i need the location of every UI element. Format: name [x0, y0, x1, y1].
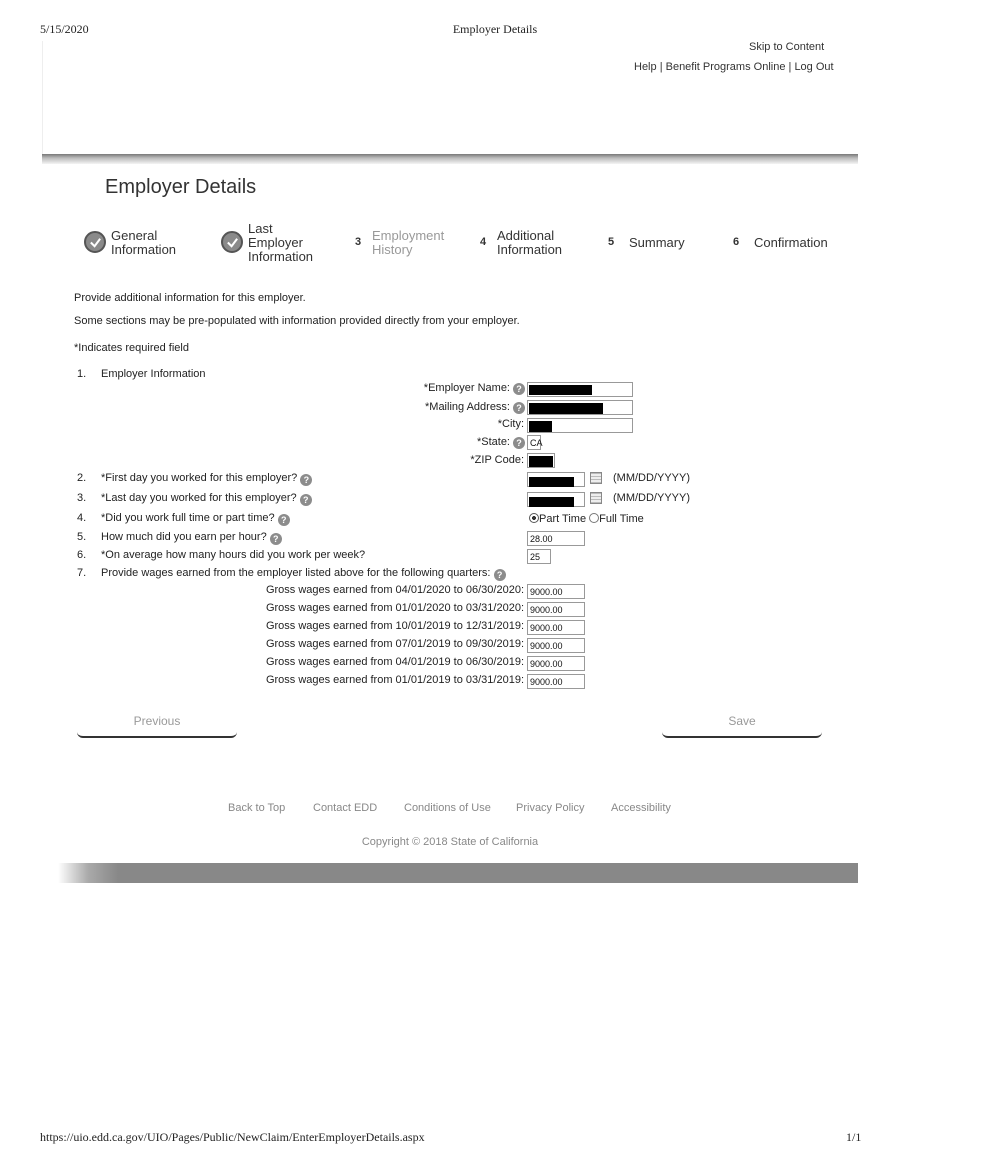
wage-row-label: Gross wages earned from 04/01/2019 to 06/30/2019: — [265, 656, 524, 668]
help-icon[interactable]: ? — [494, 569, 506, 581]
benefit-programs-link[interactable]: Benefit Programs Online — [665, 61, 786, 73]
wage-input[interactable]: 9000.00 — [527, 674, 585, 689]
hourly-pay-input[interactable]: 28.00 — [527, 531, 585, 546]
step-number: 4 — [480, 236, 487, 248]
full-time-label: Full Time — [599, 513, 644, 525]
calendar-icon[interactable] — [590, 472, 602, 484]
last-day-label: *Last day you worked for this employer? ? — [101, 492, 312, 506]
question-number: 1. — [77, 368, 87, 380]
wage-row-label: Gross wages earned from 10/01/2019 to 12/31/2019: — [265, 620, 524, 632]
page-title: Employer Details — [105, 176, 257, 198]
help-icon[interactable]: ? — [513, 383, 525, 395]
first-day-input[interactable] — [527, 472, 585, 487]
step-number: 3 — [355, 236, 362, 248]
help-icon[interactable]: ? — [278, 514, 290, 526]
skip-to-content-link[interactable]: Skip to Content — [749, 41, 825, 53]
state-input[interactable]: CA — [527, 435, 541, 450]
help-icon[interactable]: ? — [513, 437, 525, 449]
step-general-information: General Information — [111, 228, 177, 257]
hours-per-week-input[interactable]: 25 — [527, 549, 551, 564]
city-label: *City: — [497, 418, 524, 430]
question-number: 3. — [77, 492, 87, 504]
print-date: 5/15/2020 — [40, 22, 89, 36]
calendar-icon[interactable] — [590, 492, 602, 504]
employer-name-label: *Employer Name: — [423, 382, 510, 394]
help-icon[interactable]: ? — [300, 474, 312, 486]
wage-row-label: Gross wages earned from 01/01/2020 to 03/31/2020: — [265, 602, 524, 614]
separator: | — [788, 61, 792, 73]
work-time-options — [529, 513, 644, 525]
print-page-number: 1/1 — [846, 1130, 862, 1144]
wage-input[interactable]: 9000.00 — [527, 584, 585, 599]
wage-input[interactable]: 9000.00 — [527, 620, 585, 635]
wage-input[interactable]: 9000.00 — [527, 656, 585, 671]
first-day-label: *First day you worked for this employer? ? — [101, 472, 312, 486]
zip-label: *ZIP Code: — [470, 454, 524, 466]
copyright: Copyright © 2018 State of California — [361, 836, 539, 848]
full-time-radio[interactable] — [589, 513, 599, 523]
zip-input[interactable] — [527, 453, 555, 468]
step-number: 5 — [608, 236, 615, 248]
wage-row-label: Gross wages earned from 01/01/2019 to 03/31/2019: — [265, 674, 524, 686]
wage-row-label: Gross wages earned from 04/01/2020 to 06/30/2020: — [265, 584, 524, 596]
step-last-employer-information: Last Employer Information — [248, 221, 314, 264]
question-number: 7. — [77, 567, 87, 579]
privacy-policy-link[interactable]: Privacy Policy — [516, 802, 585, 814]
work-time-label: *Did you work full time or part time? ? — [101, 512, 290, 526]
mailing-address-input[interactable] — [527, 400, 633, 415]
date-format-hint: (MM/DD/YYYY) — [613, 492, 690, 504]
question-number: 4. — [77, 512, 87, 524]
hourly-pay-label: How much did you earn per hour? ? — [101, 531, 282, 545]
step-additional-information: Additional Information — [497, 228, 563, 257]
site-header — [42, 41, 859, 155]
step-employment-history: Employment History — [372, 228, 445, 257]
question-number: 6. — [77, 549, 87, 561]
checkmark-icon — [221, 231, 243, 253]
part-time-label: Part Time — [539, 513, 587, 525]
back-to-top-link[interactable]: Back to Top — [228, 802, 286, 814]
step-summary: Summary — [629, 235, 685, 250]
city-input[interactable] — [527, 418, 633, 433]
previous-button[interactable]: Previous — [77, 710, 237, 738]
last-day-input[interactable] — [527, 492, 585, 507]
step-number: 6 — [733, 236, 740, 248]
question-number: 2. — [77, 472, 87, 484]
accessibility-link[interactable]: Accessibility — [611, 802, 671, 814]
wages-label: Provide wages earned from the employer listed above for the following quarters: ? — [101, 567, 506, 581]
date-format-hint: (MM/DD/YYYY) — [613, 472, 690, 484]
help-icon[interactable]: ? — [513, 402, 525, 414]
section-label: Employer Information — [101, 368, 206, 380]
state-label: *State: — [476, 436, 510, 448]
save-button[interactable]: Save — [662, 710, 822, 738]
header-divider — [42, 154, 858, 164]
part-time-radio[interactable] — [529, 513, 539, 523]
contact-edd-link[interactable]: Contact EDD — [313, 802, 378, 814]
conditions-of-use-link[interactable]: Conditions of Use — [404, 802, 491, 814]
top-links — [634, 61, 834, 73]
log-out-link[interactable]: Log Out — [794, 61, 834, 73]
footer-bar — [58, 863, 858, 883]
print-url: https://uio.edd.ca.gov/UIO/Pages/Public/NewClaim/EnterEmployerDetails.aspx — [40, 1130, 425, 1144]
step-confirmation: Confirmation — [754, 235, 828, 250]
help-icon[interactable]: ? — [270, 533, 282, 545]
wage-input[interactable]: 9000.00 — [527, 602, 585, 617]
required-note: *Indicates required field — [74, 342, 189, 354]
intro-text: Provide additional information for this employer. — [74, 292, 306, 304]
intro-text: Some sections may be pre-populated with information provided directly from your employer. — [74, 315, 520, 327]
employer-name-input[interactable] — [527, 382, 633, 397]
wage-row-label: Gross wages earned from 07/01/2019 to 09/30/2019: — [265, 638, 524, 650]
checkmark-icon — [84, 231, 106, 253]
mailing-address-label: *Mailing Address: — [425, 401, 510, 413]
wage-input[interactable]: 9000.00 — [527, 638, 585, 653]
hours-per-week-label: *On average how many hours did you work per week? — [101, 549, 366, 561]
separator: | — [659, 61, 663, 73]
print-title: Employer Details — [452, 22, 538, 36]
question-number: 5. — [77, 531, 87, 543]
help-icon[interactable]: ? — [300, 494, 312, 506]
help-link[interactable]: Help — [634, 61, 657, 73]
